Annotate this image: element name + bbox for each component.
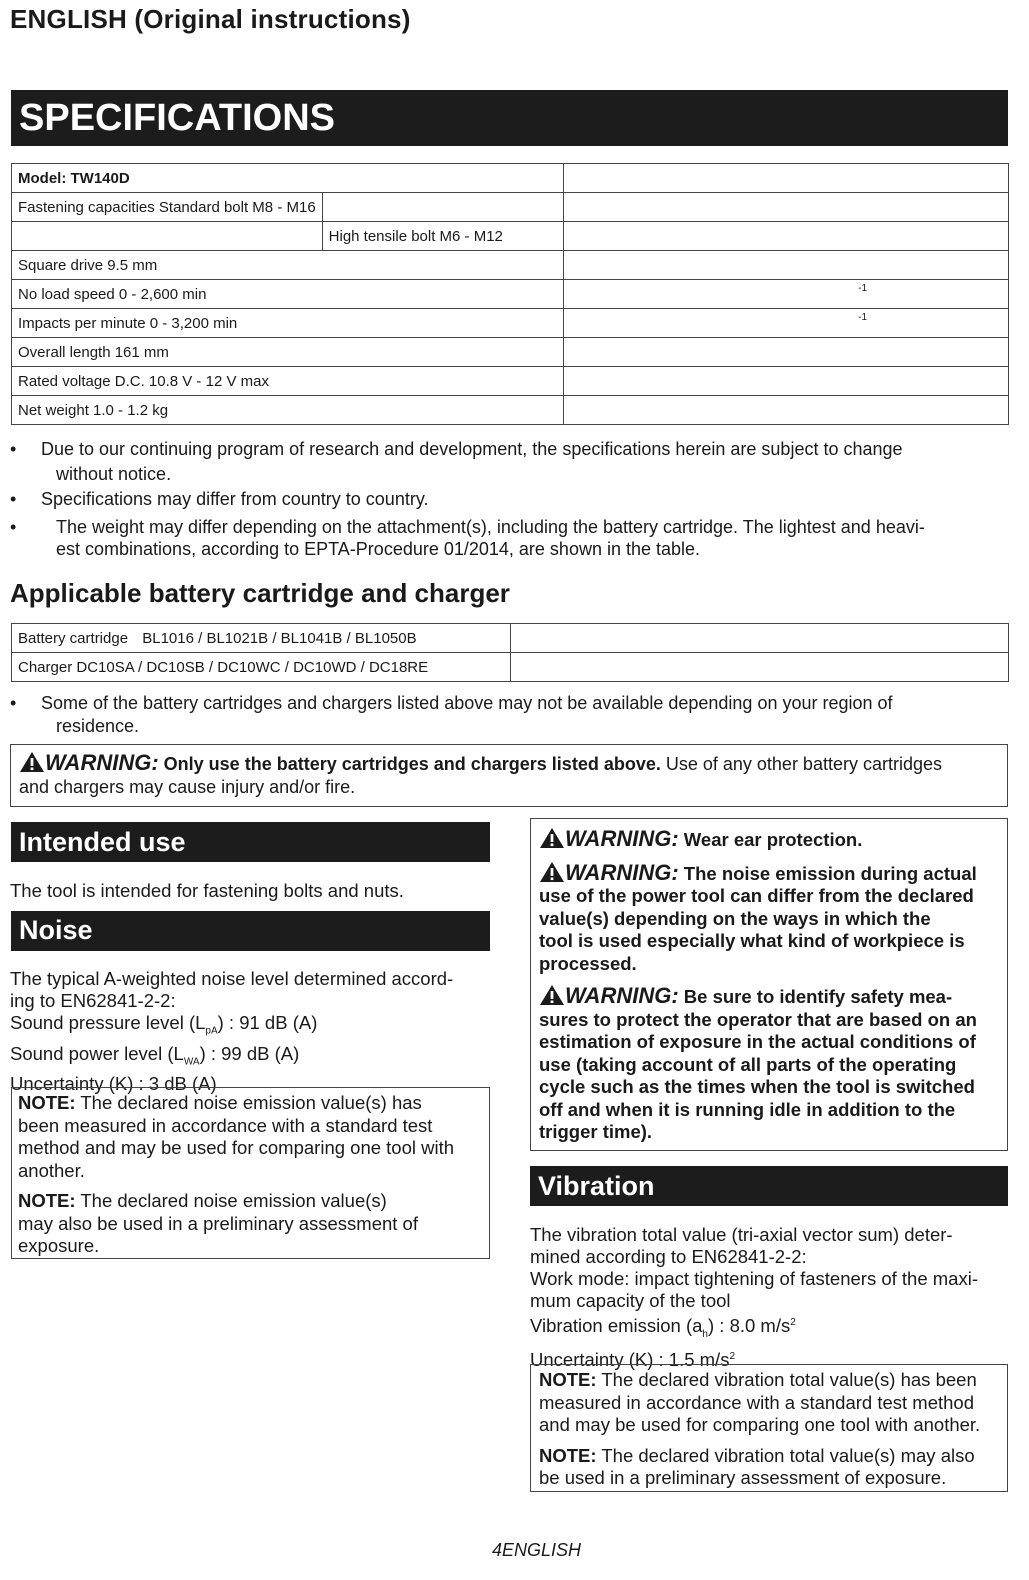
battery-warning-box (10, 744, 1008, 807)
unit-cell (564, 280, 1009, 309)
battery-section-title: Applicable battery cartridge and charger (10, 578, 510, 608)
warning-text: cycle such as the times when the tool is switched (539, 1076, 975, 1097)
warning-text: The noise emission during actual (683, 862, 977, 884)
swl-prefix: Sound power level (L (10, 1042, 184, 1064)
fastening-cell (12, 193, 323, 222)
squared-sup: 2 (790, 1317, 796, 1328)
note-text: may also be used in a preliminary assessment of (18, 1212, 418, 1234)
battery-cartridge-label: Battery cartridge (18, 629, 129, 647)
specifications-banner: SPECIFICATIONS (11, 90, 1008, 146)
warning-text: Use of any other battery cartridges (665, 754, 942, 774)
empty-cell (564, 164, 1009, 193)
warning-text: estimation of exposure in the actual conditions of (539, 1031, 976, 1052)
fastening-label: Fastening capacities Standard bolt M8 - M16 (18, 198, 316, 216)
spl-sub: pA (205, 1025, 218, 1037)
sound-pressure-line (10, 1012, 490, 1043)
rated-voltage-cell: Rated voltage D.C. 10.8 V - 12 V max (12, 367, 564, 396)
vibration-emission-line (530, 1312, 1010, 1346)
warning-text: Wear ear protection. (683, 829, 863, 850)
warning-text: use (taking account of all parts of the operating (539, 1053, 957, 1075)
note-text: another. (18, 1159, 85, 1181)
note-label: NOTE: (539, 1444, 597, 1466)
noise-note-box (11, 1087, 490, 1259)
page-footer: 4ENGLISH (491, 1540, 582, 1560)
empty-cell (564, 222, 1009, 251)
vibration-line: Work mode: impact tightening of fasteners of the maxi- (530, 1268, 978, 1289)
superscript: -1 (858, 312, 868, 323)
swl-sub: WA (183, 1056, 200, 1068)
note-label: NOTE: (18, 1092, 76, 1113)
noise-uncertainty: Uncertainty (K) : 3 dB (A) (10, 1073, 217, 1095)
uncertainty-text: Uncertainty (K) : 1.5 m/s (530, 1349, 730, 1370)
table-row (12, 222, 1009, 251)
warning-label: WARNING: (565, 826, 679, 851)
warning-text: tool is used especially what kind of workpiece is (539, 930, 965, 951)
noise-line: The typical A-weighted noise level determined accord- (10, 968, 454, 989)
empty-cell (12, 222, 323, 251)
page-title: ENGLISH (Original instructions) (10, 4, 411, 34)
net-weight-cell: Net weight 1.0 - 1.2 kg (12, 396, 564, 425)
note-text: The weight may differ depending on the attachment(s), including the battery cartridge. The lightest and heavi- (56, 517, 925, 537)
table-row (12, 193, 1009, 222)
note-text: The declared noise emission value(s) has (80, 1092, 422, 1113)
intended-use-text: The tool is intended for fastening bolts and nuts. (10, 880, 404, 901)
empty-cell (511, 624, 1009, 653)
table-row (12, 164, 1009, 193)
intended-use-heading: Intended use (11, 822, 490, 862)
note-text: Some of the battery cartridges and chargers listed above may not be available depending on your region of (41, 693, 893, 713)
note-text: The declared vibration total value(s) may also (601, 1444, 975, 1466)
noise-line: ing to EN62841-2-2: (10, 990, 176, 1011)
warning-triangle-icon (539, 861, 565, 883)
overall-length-cell: Overall length 161 mm (12, 338, 564, 367)
table-row (12, 280, 1009, 309)
note-text: measured in accordance with a standard test method (539, 1391, 974, 1413)
warning-label: WARNING: (565, 983, 679, 1008)
empty-cell (564, 367, 1009, 396)
sound-power-line (10, 1043, 490, 1074)
note-text: exposure. (18, 1235, 100, 1256)
emission-prefix: Vibration emission (a (530, 1315, 703, 1337)
warning-text: off and when it is running idle in addition to the (539, 1098, 956, 1120)
empty-cell (564, 338, 1009, 367)
vibration-heading: Vibration (530, 1166, 1008, 1206)
empty-cell (564, 396, 1009, 425)
warning-text-line2: and chargers may cause injury and/or fire. (19, 777, 356, 797)
table-row (12, 653, 1009, 682)
warning-triangle-icon (539, 827, 565, 849)
warning-text: trigger time). (539, 1121, 653, 1142)
specifications-table (11, 163, 1009, 425)
empty-cell (564, 193, 1009, 222)
note-text: without notice. (56, 464, 172, 484)
note-text: Specifications may differ from country to country. (41, 489, 429, 509)
no-load-speed-cell: No load speed 0 - 2,600 min (12, 280, 564, 309)
vibration-body (530, 1224, 1010, 1371)
note-text: Due to our continuing program of research and development, the specifications herein are subject to change (41, 439, 903, 459)
warning-text: Be sure to identify safety mea- (683, 986, 953, 1007)
note-text: be used in a preliminary assessment of exposure. (539, 1467, 947, 1488)
note-text: and may be used for comparing one tool with another. (539, 1414, 981, 1435)
square-drive-cell: Square drive 9.5 mm (12, 251, 564, 280)
noise-heading: Noise (11, 911, 490, 951)
spl-prefix: Sound pressure level (L (10, 1012, 206, 1033)
bullet: • (10, 489, 17, 509)
note-text: est combinations, according to EPTA-Procedure 01/2014, are shown in the table. (56, 539, 701, 559)
empty-cell (322, 193, 563, 222)
note-text: The declared noise emission value(s) (80, 1190, 387, 1211)
battery-cartridge-cell (12, 624, 511, 653)
vibration-line: mined according to EN62841-2-2: (530, 1246, 807, 1267)
bullet: • (10, 517, 17, 537)
note-text: been measured in accordance with a standard test (18, 1114, 433, 1136)
noise-body (10, 968, 490, 1095)
warning-text: sures to protect the operator that are based on an (539, 1008, 977, 1030)
warning-text: value(s) depending on the ways in which the (539, 907, 931, 929)
high-tensile-cell: High tensile bolt M6 - M12 (322, 222, 563, 251)
vibration-note-box (530, 1364, 1008, 1492)
spl-suffix: ) : 91 dB (A) (217, 1012, 318, 1033)
table-row (12, 624, 1009, 653)
note-label: NOTE: (18, 1190, 76, 1211)
warning-triangle-icon (19, 751, 45, 773)
superscript: -1 (858, 283, 868, 294)
charger-cell: Charger DC10SA / DC10SB / DC10WC / DC10WD / DC18RE (12, 653, 511, 682)
battery-cartridge-value: BL1016 / BL1021B / BL1041B / BL1050B (142, 629, 417, 647)
squared-sup: 2 (729, 1350, 736, 1362)
note-text: The declared vibration total value(s) has been (601, 1369, 977, 1390)
warning-label: WARNING: (45, 750, 159, 775)
vibration-line: The vibration total value (tri-axial vector sum) deter- (530, 1224, 953, 1245)
warning-bold-text: Only use the battery cartridges and chargers listed above. (163, 754, 661, 774)
unit-cell (564, 309, 1009, 338)
warning-label: WARNING: (565, 859, 679, 885)
warning-triangle-icon (539, 984, 565, 1006)
vibration-line: mum capacity of the tool (530, 1290, 731, 1311)
warning-text: processed. (539, 952, 637, 974)
bullet: • (10, 693, 17, 713)
bullet: • (10, 439, 17, 459)
model-cell: Model: TW140D (12, 164, 564, 193)
note-text: method and may be used for comparing one tool with (18, 1137, 455, 1158)
note-text: residence. (56, 716, 140, 736)
empty-cell (564, 251, 1009, 280)
table-row (12, 338, 1009, 367)
table-row (12, 309, 1009, 338)
noise-warnings-box (530, 818, 1008, 1151)
battery-table (11, 623, 1009, 682)
impacts-cell: Impacts per minute 0 - 3,200 min (12, 309, 564, 338)
warning-text: use of the power tool can differ from the declared (539, 885, 974, 906)
table-row (12, 396, 1009, 425)
swl-suffix: ) : 99 dB (A) (199, 1042, 300, 1064)
note-label: NOTE: (539, 1369, 597, 1390)
emission-sub: h (702, 1328, 708, 1340)
table-row (12, 367, 1009, 396)
table-row (12, 251, 1009, 280)
empty-cell (511, 653, 1009, 682)
emission-suffix: ) : 8.0 m/s (707, 1315, 791, 1337)
